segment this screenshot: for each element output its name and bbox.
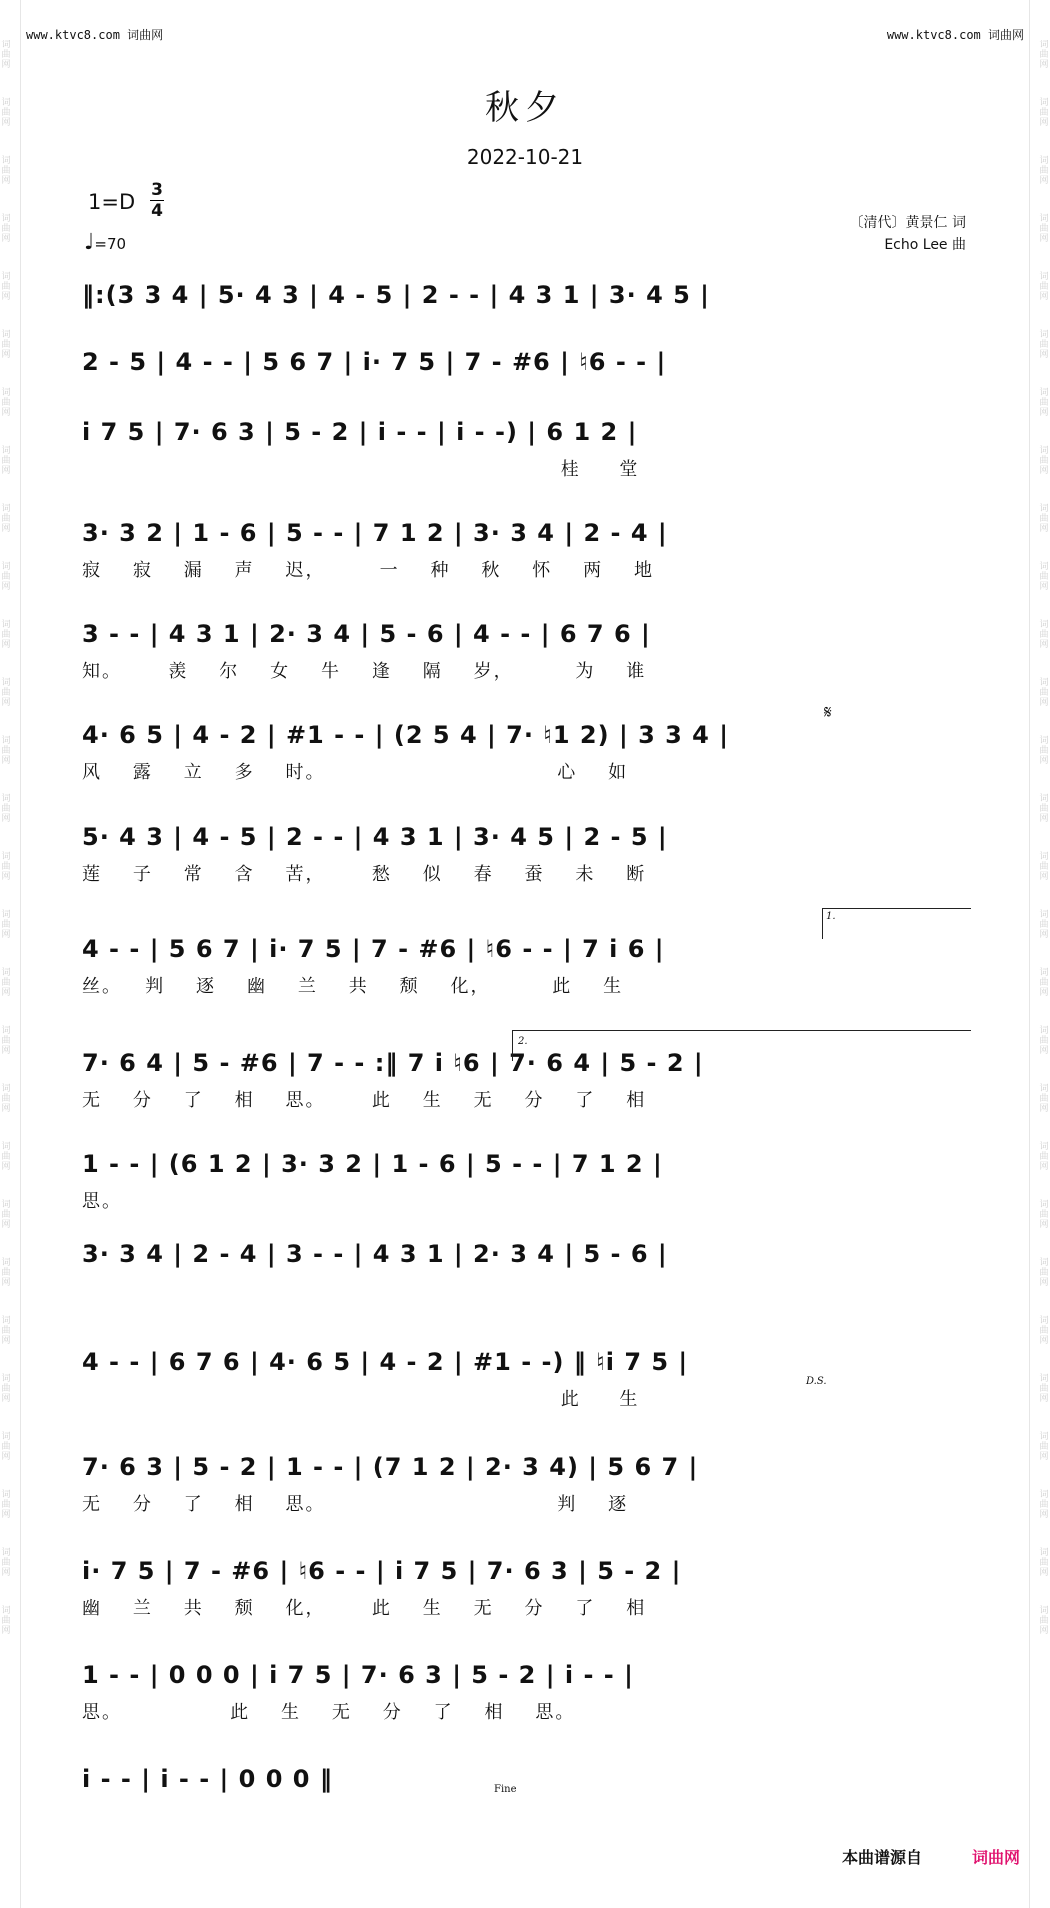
watermark-text: 词曲网 (1039, 852, 1049, 882)
notation-line: 3· 3 4 | 2 - 4 | 3 - - | 4 3 1 | 2· 3 4 | 5 - 6 | (82, 1240, 668, 1268)
watermark-text: 词曲网 (1039, 504, 1049, 534)
header-site-right: www.ktvc8.com 词曲网 (886, 28, 1024, 42)
key-signature: 1=D (88, 190, 136, 214)
fine-mark: Fine (494, 1784, 517, 1795)
lyrics-line: 寂 寂 漏 声 迟， 一 种 秋 怀 两 地 (82, 560, 655, 581)
time-denominator: 4 (151, 201, 163, 221)
watermark-text: 词曲网 (1, 388, 11, 418)
watermark-text: 词曲网 (1, 214, 11, 244)
watermark-text: 词曲网 (1, 446, 11, 476)
lyrics-line: 幽 兰 共 颓 化， 此 生 无 分 了 相 (82, 1598, 647, 1619)
lyrics-line: 莲 子 常 含 苦， 愁 似 春 蚕 未 断 (82, 864, 647, 885)
lyrics-line: 思。 此 生 无 分 了 相 思。 (82, 1702, 576, 1723)
watermark-text: 词曲网 (1039, 910, 1049, 940)
watermark-text: 词曲网 (1, 1200, 11, 1230)
da-segno: D.S. (806, 1376, 827, 1387)
footer-source (842, 1845, 1020, 1868)
watermark-text: 词曲网 (1, 1490, 11, 1520)
watermark-text: 词曲网 (1039, 1142, 1049, 1172)
footer-label: 本曲谱源自 (841, 1848, 922, 1867)
credits (850, 212, 966, 256)
watermark-text: 词曲网 (1, 1374, 11, 1404)
watermark-text: 词曲网 (1, 852, 11, 882)
notation-line: 4· 6 5 | 4 - 2 | #1 - - | (2 5 4 | 7· ♮1 2) | 3 3 4 | (82, 721, 729, 749)
watermark-text: 词曲网 (1039, 1084, 1049, 1114)
notation-line: 7· 6 3 | 5 - 2 | 1 - - | (7 1 2 | 2· 3 4) | 5 6 7 | (82, 1453, 699, 1481)
notation-line: i· 7 5 | 7 - #6 | ♮6 - - | i 7 5 | 7· 6 3 | 5 - 2 | (82, 1557, 682, 1585)
watermark-text: 词曲网 (1039, 1374, 1049, 1404)
watermark-text: 词曲网 (1, 678, 11, 708)
time-signature (150, 180, 164, 221)
watermark-text: 词曲网 (1, 504, 11, 534)
watermark-text: 词曲网 (1, 156, 11, 186)
watermark-text: 词曲网 (1039, 1200, 1049, 1230)
notation-line: i 7 5 | 7· 6 3 | 5 - 2 | i - - | i - -) | 6 1 2 | (82, 418, 638, 446)
watermark-text: 词曲网 (1, 1084, 11, 1114)
watermark-text: 词曲网 (1, 272, 11, 302)
watermark-text: 词曲网 (1, 1606, 11, 1636)
watermark-text: 词曲网 (1, 620, 11, 650)
watermark-text: 词曲网 (1039, 272, 1049, 302)
left-border (20, 0, 21, 1908)
notation-line: 5· 4 3 | 4 - 5 | 2 - - | 4 3 1 | 3· 4 5 | 2 - 5 | (82, 823, 668, 851)
watermark-text: 词曲网 (1, 910, 11, 940)
lyrics-line: 风 露 立 多 时。 心 如 (82, 762, 629, 783)
notation-line: 1 - - | 0 0 0 | i 7 5 | 7· 6 3 | 5 - 2 | i - - | (82, 1661, 634, 1689)
watermark-text: 词曲网 (1, 794, 11, 824)
watermark-text: 词曲网 (1, 1432, 11, 1462)
header-site-left: www.ktvc8.com 词曲网 (26, 28, 164, 42)
notation-line: 3· 3 2 | 1 - 6 | 5 - - | 7 1 2 | 3· 3 4 | 2 - 4 | (82, 519, 668, 547)
volta-1: 1. (826, 911, 836, 922)
score-date: 2022-10-21 (466, 145, 584, 169)
watermark-text: 词曲网 (1039, 1026, 1049, 1056)
watermark-text: 词曲网 (1039, 1258, 1049, 1288)
lyrics-line: 此 生 (82, 1389, 640, 1410)
notation-line: 2 - 5 | 4 - - | 5 6 7 | i· 7 5 | 7 - #6 | ♮6 - - | (82, 348, 667, 376)
watermark-text: 词曲网 (1, 562, 11, 592)
tempo-value: =70 (94, 235, 127, 253)
volta-2: 2. (518, 1036, 528, 1047)
left-watermark-strip (0, 40, 12, 1880)
watermark-text: 词曲网 (1039, 214, 1049, 244)
watermark-text: 词曲网 (1, 968, 11, 998)
lyrics-line: 思。 (82, 1191, 122, 1212)
watermark-text: 词曲网 (1, 98, 11, 128)
watermark-text: 词曲网 (1039, 1490, 1049, 1520)
notation-line: 1 - - | (6 1 2 | 3· 3 2 | 1 - 6 | 5 - - | 7 1 2 | (82, 1150, 663, 1178)
notation-line: 4 - - | 6 7 6 | 4· 6 5 | 4 - 2 | #1 - -) ‖ ♮i 7 5 | (82, 1348, 689, 1376)
watermark-text: 词曲网 (1, 1142, 11, 1172)
watermark-text: 词曲网 (1, 330, 11, 360)
watermark-text: 词曲网 (1, 40, 11, 70)
notation-line: ‖:(3 3 4 | 5· 4 3 | 4 - 5 | 2 - - | 4 3 1 | 3· 4 5 | (82, 281, 710, 309)
time-numerator: 3 (151, 180, 163, 200)
watermark-text: 词曲网 (1039, 562, 1049, 592)
watermark-text: 词曲网 (1, 736, 11, 766)
song-title: 秋夕 (485, 88, 565, 128)
watermark-text: 词曲网 (1039, 330, 1049, 360)
watermark-text: 词曲网 (1, 1258, 11, 1288)
volta-2-bracket (512, 1030, 971, 1061)
lyrics-line: 无 分 了 相 思。 判 逐 (82, 1494, 629, 1515)
right-watermark-strip (1038, 40, 1050, 1880)
watermark-text: 词曲网 (1039, 794, 1049, 824)
right-border (1029, 0, 1030, 1908)
watermark-text: 词曲网 (1039, 98, 1049, 128)
watermark-text: 词曲网 (1039, 156, 1049, 186)
tempo-marking (84, 230, 126, 255)
composer: Echo Lee 曲 (884, 237, 966, 253)
lyrics-line: 无 分 了 相 思。 此 生 无 分 了 相 (82, 1090, 647, 1111)
watermark-text: 词曲网 (1039, 968, 1049, 998)
segno-icon: 𝄋 (824, 702, 832, 723)
watermark-text: 词曲网 (1, 1316, 11, 1346)
lyrics-line: 丝。 判 逐 幽 兰 共 颓 化， 此 生 (82, 976, 624, 997)
lyrics-line: 知。 羡 尔 女 牛 逢 隔 岁， 为 谁 (82, 661, 647, 682)
watermark-text: 词曲网 (1039, 620, 1049, 650)
watermark-text: 词曲网 (1039, 678, 1049, 708)
watermark-text: 词曲网 (1039, 40, 1049, 70)
watermark-text: 词曲网 (1039, 1432, 1049, 1462)
notation-line: 7· 6 4 | 5 - #6 | 7 - - :‖ 7 i ♮6 | 7· 6 4 | 5 - 2 | (82, 1049, 704, 1077)
quarter-note-icon: ♩ (84, 230, 95, 255)
watermark-text: 词曲网 (1, 1548, 11, 1578)
watermark-text: 词曲网 (1039, 1316, 1049, 1346)
lyrics-line: 桂 堂 (82, 459, 640, 480)
watermark-text: 词曲网 (1039, 1548, 1049, 1578)
watermark-text: 词曲网 (1039, 388, 1049, 418)
notation-line: i - - | i - - | 0 0 0 ‖ (82, 1765, 333, 1793)
volta-1-bracket (822, 908, 971, 939)
notation-line: 3 - - | 4 3 1 | 2· 3 4 | 5 - 6 | 4 - - | 6 7 6 | (82, 620, 651, 648)
lyricist: 〔清代〕黄景仁 词 (849, 215, 966, 231)
watermark-text: 词曲网 (1039, 446, 1049, 476)
footer-site[interactable]: 词曲网 (971, 1848, 1020, 1867)
watermark-text: 词曲网 (1039, 736, 1049, 766)
watermark-text: 词曲网 (1039, 1606, 1049, 1636)
watermark-text: 词曲网 (1, 1026, 11, 1056)
notation-line: 4 - - | 5 6 7 | i· 7 5 | 7 - #6 | ♮6 - - | 7 i 6 | (82, 935, 665, 963)
